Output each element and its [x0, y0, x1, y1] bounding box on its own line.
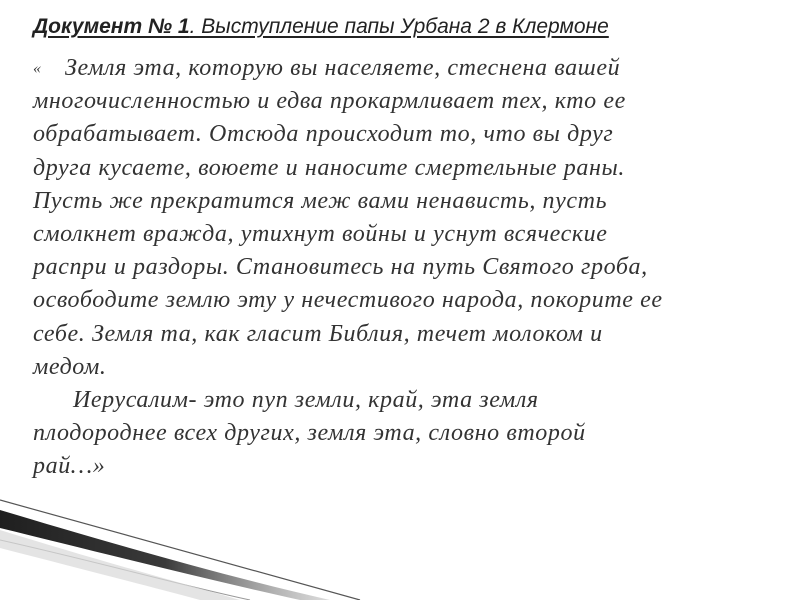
speech-quote: [33, 52, 793, 484]
quote-line: рай…»: [33, 453, 106, 480]
quote-line: друга кусаете, воюете и наносите смертельные раны.: [33, 154, 625, 181]
quote-line-text: Земля эта, которую вы населяете, стеснена вашей: [65, 55, 621, 81]
quote-line: распри и раздоры. Становитесь на путь Святого гроба,: [33, 254, 648, 281]
swoosh-light-band: [0, 530, 240, 600]
quote-line: [33, 52, 793, 85]
swoosh-thin-line: [0, 500, 360, 600]
quote-line: [33, 384, 793, 417]
quote-line: многочисленностью и едва прокармливает тех, кто ее: [33, 88, 626, 115]
quote-line: медом.: [33, 353, 107, 380]
quote-line-text: Иерусалим- это пуп земли, край, эта земля: [73, 387, 539, 414]
opening-quote-mark: «: [33, 60, 42, 77]
quote-line: освободите землю эту у нечестивого народа, покорите ее: [33, 287, 663, 314]
quote-line: смолкнет вражда, утихнут войны и уснут всяческие: [33, 221, 608, 248]
swoosh-shadow-line: [0, 540, 250, 600]
quote-line: плодороднее всех других, земля эта, словно второй: [33, 420, 586, 447]
quote-line: Пусть же прекратится меж вами ненависть, пусть: [33, 187, 608, 214]
quote-line: себе. Земля та, как гласит Библия, течет молоком и: [33, 320, 603, 347]
document-title: . Выступление папы Урбана 2 в Клермоне: [189, 15, 609, 38]
swoosh-dark-band: [0, 510, 330, 600]
document-heading: [33, 14, 783, 40]
quote-line: обрабатывает. Отсюда происходит то, что вы друг: [33, 121, 614, 148]
document-number-label: Документ № 1: [33, 15, 190, 38]
